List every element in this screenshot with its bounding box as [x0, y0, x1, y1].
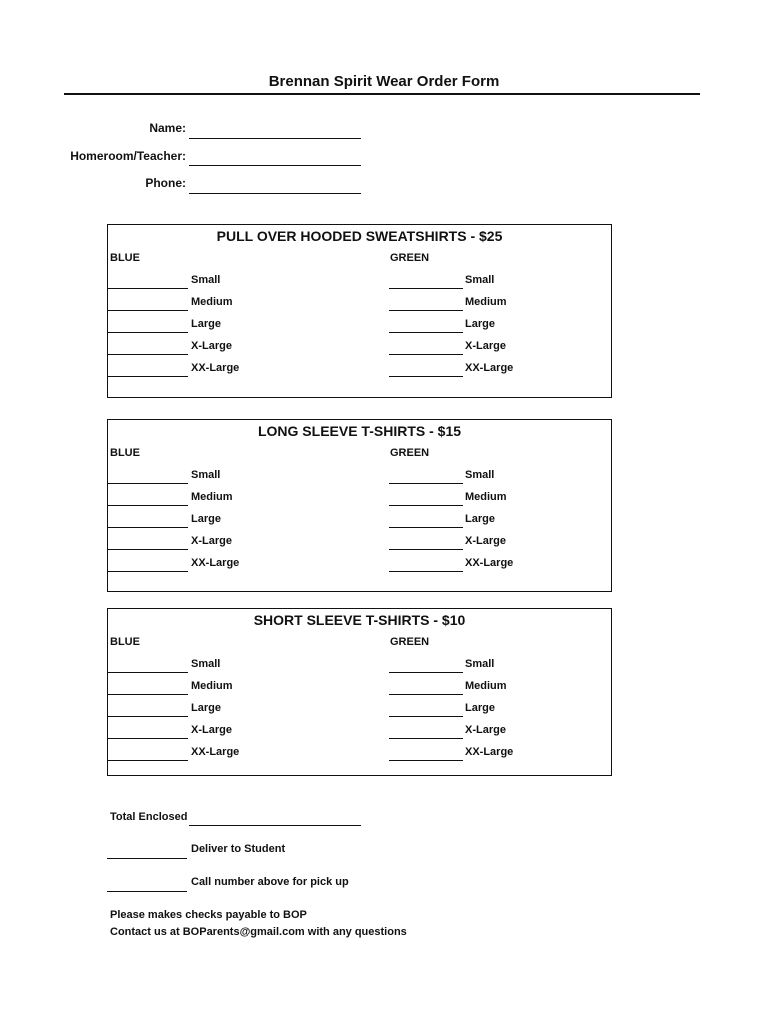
green-qty-field[interactable] [389, 294, 463, 311]
phone-field[interactable] [189, 177, 361, 194]
blue-column-title: BLUE [110, 636, 140, 648]
title-rule [64, 93, 700, 95]
green-qty-field[interactable] [389, 533, 463, 550]
green-size-label: Small [465, 469, 495, 481]
green-size-label: XX-Large [465, 362, 514, 374]
section-title: SHORT SLEEVE T-SHIRTS - $10 [253, 612, 466, 628]
blue-size-label: X-Large [191, 535, 232, 547]
green-size-label: Medium [465, 491, 507, 503]
section-1 [107, 224, 612, 398]
blue-size-label: Large [191, 318, 221, 330]
green-size-label: Medium [465, 296, 507, 308]
green-qty-field[interactable] [389, 467, 463, 484]
green-size-label: Medium [465, 680, 507, 692]
green-size-label: Large [465, 513, 495, 525]
pickup-label: Call number above for pick up [191, 876, 349, 888]
blue-qty-field[interactable] [108, 744, 188, 761]
blue-size-label: X-Large [191, 340, 232, 352]
blue-qty-field[interactable] [108, 700, 188, 717]
green-qty-field[interactable] [389, 678, 463, 695]
blue-qty-field[interactable] [108, 722, 188, 739]
homeroom-teacher-field[interactable] [189, 149, 361, 166]
deliver-to-student-field[interactable] [107, 843, 187, 859]
green-qty-field[interactable] [389, 338, 463, 355]
green-qty-field[interactable] [389, 700, 463, 717]
section-3 [107, 608, 612, 776]
green-qty-field[interactable] [389, 316, 463, 333]
total-enclosed-field[interactable] [189, 809, 361, 826]
blue-qty-field[interactable] [108, 533, 188, 550]
blue-qty-field[interactable] [108, 511, 188, 528]
green-column-title: GREEN [390, 252, 430, 264]
page-title: Brennan Spirit Wear Order Form [268, 73, 500, 90]
blue-size-label: Small [191, 274, 221, 286]
pickup-field[interactable] [107, 876, 187, 892]
section-title: LONG SLEEVE T-SHIRTS - $15 [257, 423, 462, 439]
blue-column-title: BLUE [110, 447, 140, 459]
name-field[interactable] [189, 122, 361, 139]
green-size-label: X-Large [465, 724, 506, 736]
blue-size-label: Large [191, 513, 221, 525]
green-column-title: GREEN [390, 636, 430, 648]
blue-size-label: Large [191, 702, 221, 714]
blue-size-label: XX-Large [191, 557, 240, 569]
phone-label: Phone: [145, 176, 186, 190]
green-size-label: X-Large [465, 535, 506, 547]
homeroom-teacher-label: Homeroom/Teacher: [70, 149, 186, 163]
green-qty-field[interactable] [389, 360, 463, 377]
blue-size-label: X-Large [191, 724, 232, 736]
blue-size-label: Medium [191, 296, 233, 308]
green-qty-field[interactable] [389, 489, 463, 506]
blue-qty-field[interactable] [108, 272, 188, 289]
blue-column-title: BLUE [110, 252, 140, 264]
section-2 [107, 419, 612, 592]
blue-qty-field[interactable] [108, 467, 188, 484]
contact-note: Contact us at BOParents@gmail.com with any questions [110, 926, 407, 938]
green-size-label: X-Large [465, 340, 506, 352]
green-column-title: GREEN [390, 447, 430, 459]
blue-qty-field[interactable] [108, 294, 188, 311]
deliver-to-student-label: Deliver to Student [191, 843, 286, 855]
blue-qty-field[interactable] [108, 489, 188, 506]
blue-size-label: Medium [191, 680, 233, 692]
checks-note: Please makes checks payable to BOP [110, 909, 307, 921]
green-qty-field[interactable] [389, 555, 463, 572]
section-title: PULL OVER HOODED SWEATSHIRTS - $25 [216, 228, 503, 244]
green-qty-field[interactable] [389, 511, 463, 528]
blue-qty-field[interactable] [108, 555, 188, 572]
blue-qty-field[interactable] [108, 316, 188, 333]
blue-size-label: XX-Large [191, 362, 240, 374]
blue-qty-field[interactable] [108, 338, 188, 355]
green-size-label: Large [465, 318, 495, 330]
name-label: Name: [149, 121, 186, 135]
green-qty-field[interactable] [389, 722, 463, 739]
blue-qty-field[interactable] [108, 360, 188, 377]
blue-size-label: XX-Large [191, 746, 240, 758]
green-size-label: Small [465, 658, 495, 670]
green-size-label: Large [465, 702, 495, 714]
blue-size-label: Medium [191, 491, 233, 503]
green-size-label: XX-Large [465, 557, 514, 569]
green-qty-field[interactable] [389, 272, 463, 289]
blue-qty-field[interactable] [108, 678, 188, 695]
green-qty-field[interactable] [389, 744, 463, 761]
total-enclosed-label: Total Enclosed [110, 811, 188, 823]
green-size-label: Small [465, 274, 495, 286]
blue-size-label: Small [191, 469, 221, 481]
green-qty-field[interactable] [389, 656, 463, 673]
blue-qty-field[interactable] [108, 656, 188, 673]
green-size-label: XX-Large [465, 746, 514, 758]
blue-size-label: Small [191, 658, 221, 670]
